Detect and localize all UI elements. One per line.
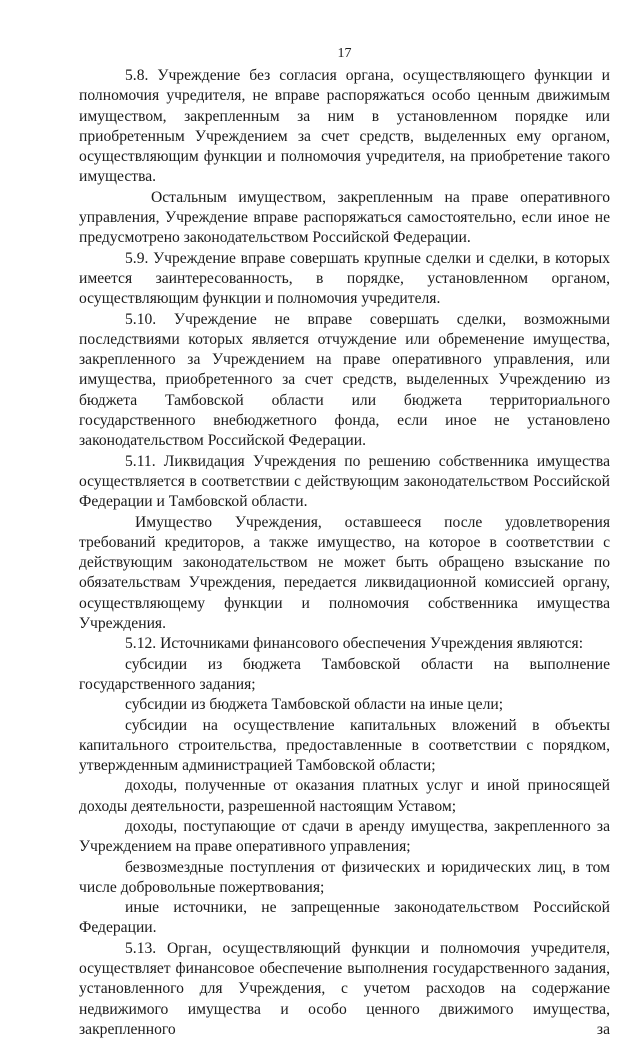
- paragraph-5-9: 5.9. Учреждение вправе совершать крупные сделки и сделки, в которых имеется заинтересованность, в порядке, установленном органом, осуществляющим функции и полномочия учредителя.: [79, 249, 610, 308]
- list-item-donations: безвозмездные поступления от физических и юридических лиц, в том числе добровольные пожертвования;: [79, 858, 610, 896]
- paragraph-5-8-remaining-property: Остальным имуществом, закрепленным на праве оперативного управления, Учреждение вправе распоряжаться самостоятельно, если иное не предусмотрено законодательством Российской Федерации.: [79, 188, 610, 247]
- paragraph-5-8: 5.8. Учреждение без согласия органа, осуществляющего функции и полномочия учредителя, не вправе распоряжаться особо ценным движимым имуществом, закрепленным за ним в установленном порядке или приобретенным Учреждением за счет средств, выделенных ему органом, осуществляющим функции и полномочия учредителя, на приобретение такого имущества.: [79, 67, 610, 186]
- paragraph-5-12: 5.12. Источниками финансового обеспечения Учреждения являются:: [125, 635, 584, 653]
- page-number: 17: [337, 46, 352, 61]
- list-item-subsidies-state-task: субсидии из бюджета Тамбовской области на выполнение государственного задания;: [79, 655, 610, 693]
- paragraph-5-11-property: Имущество Учреждения, оставшееся после удовлетворения требований кредиторов, а также имущество, на которое в соответствии с действующим законодательством не может быть обращено взыскание по обязательствам Учреждения, передается ликвидационной комиссией органу, осуществляющему функции и полномочия собственника имущества Учреждения.: [79, 513, 610, 633]
- list-item-other-sources: иные источники, не запрещенные законодательством Российской Федерации.: [79, 899, 610, 937]
- paragraph-5-10: 5.10. Учреждение не вправе совершать сделки, возможными последствиями которых является отчуждение или обременение имущества, закрепленного за Учреждением на праве оперативного управления, или имущества, приобретенного за счет средств, выделенных Учреждению из бюджета Тамбовской области или бюджета территориального государственного внебюджетного фонда, если иное не установлено законодательством Российской Федерации.: [79, 310, 610, 450]
- paragraph-5-13: 5.13. Орган, осуществляющий функции и полномочия учредителя, осуществляет финансовое обеспечение выполнения государственного задания, установленного для Учреждения, с учетом расходов на содержание недвижимого имущества и особо ценного движимого имущества, закрепленного за: [79, 939, 610, 1038]
- paragraph-5-11: 5.11. Ликвидация Учреждения по решению собственника имущества осуществляется в соответствии с действующим законодательством Российской Федерации и Тамбовской области.: [79, 452, 610, 511]
- list-item-subsidies-capital: субсидии на осуществление капитальных вложений в объекты капитального строительства, предоставленные в соответствии с порядком, утвержденным администрацией Тамбовской области;: [79, 716, 610, 775]
- list-item-subsidies-other: субсидии из бюджета Тамбовской области на иные цели;: [125, 696, 504, 714]
- list-item-rent-income: доходы, поступающие от сдачи в аренду имущества, закрепленного за Учреждением на праве оперативного управления;: [79, 817, 610, 856]
- list-item-paid-services-income: доходы, полученные от оказания платных услуг и иной приносящей доходы деятельности, разрешенной настоящим Уставом;: [79, 777, 610, 815]
